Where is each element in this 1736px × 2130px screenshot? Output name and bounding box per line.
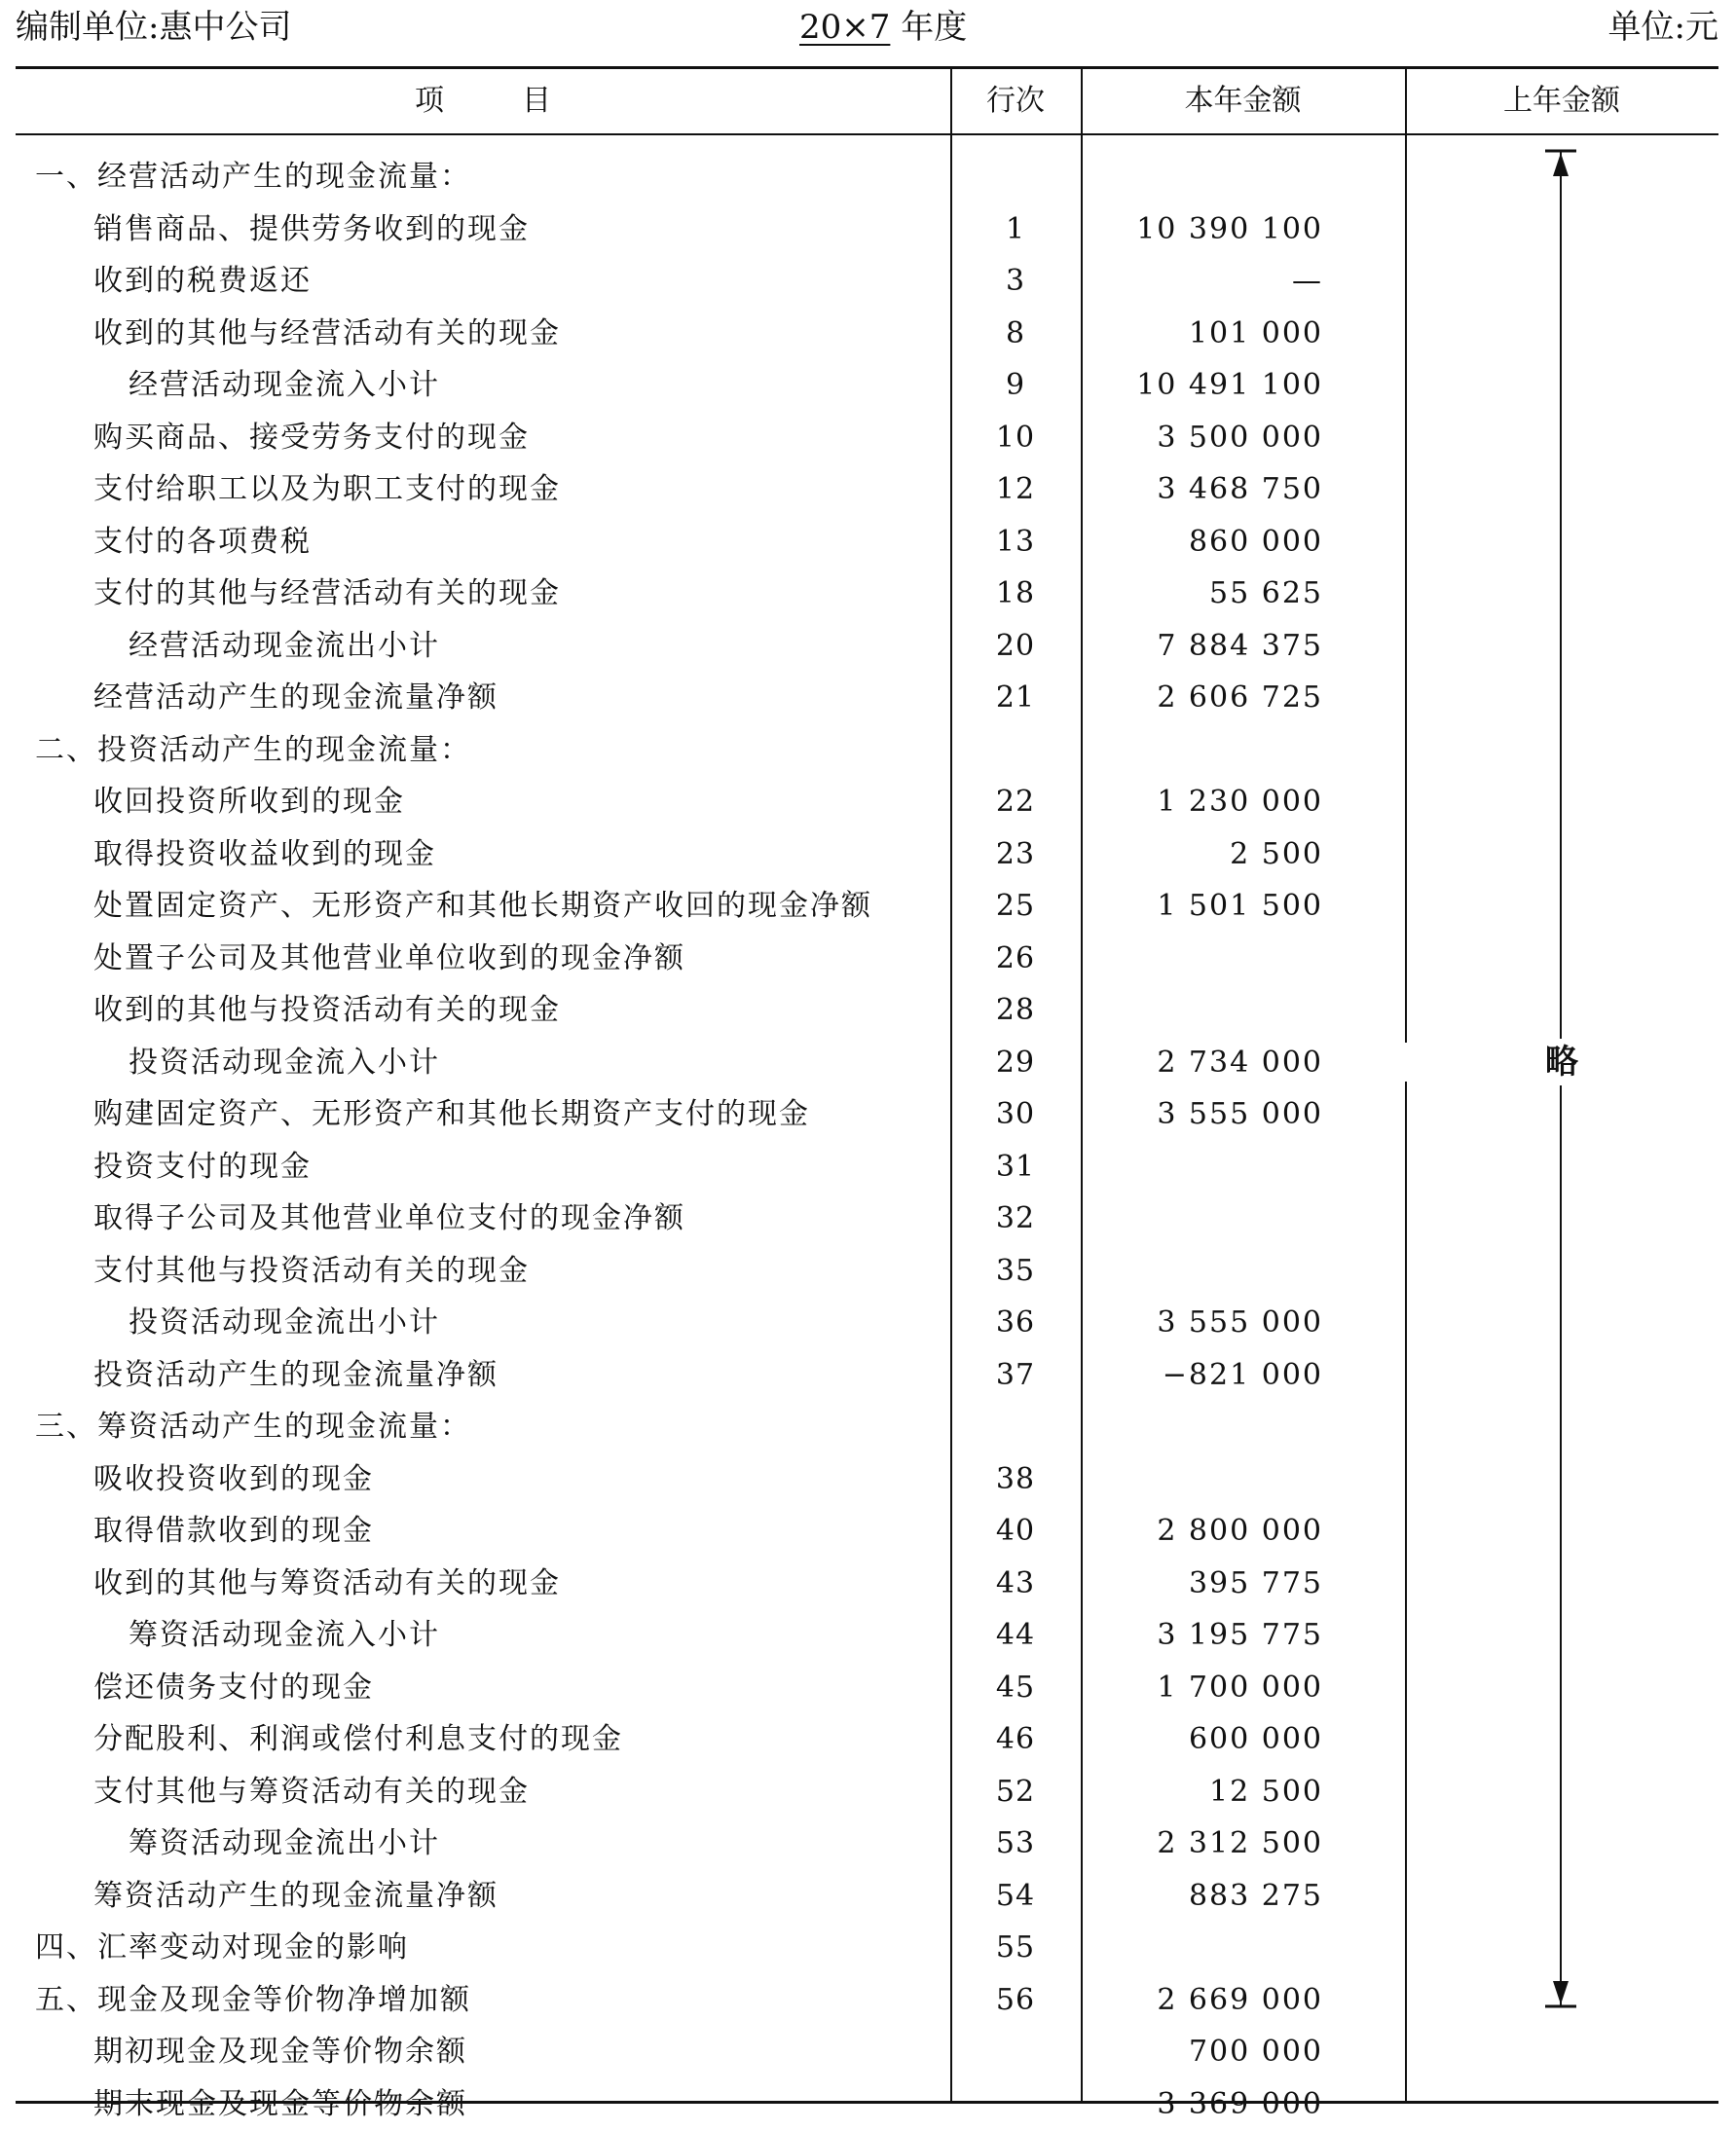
row-line-no: 45 (950, 1662, 1081, 1714)
row-line-no: 1 (950, 203, 1081, 256)
row-current-amount: 3 468 750 (1157, 463, 1323, 516)
fiscal-year-number: 20×7 (799, 8, 890, 47)
row-line-no: 46 (950, 1713, 1081, 1766)
row-line-no: 22 (950, 776, 1081, 828)
row-item: 分配股利、利润或偿付利息支付的现金 (93, 1713, 623, 1766)
row-current-amount: 700 000 (1189, 2026, 1323, 2078)
row-current-amount: 3 195 775 (1157, 1609, 1323, 1662)
cash-flow-table (16, 66, 1718, 2104)
row-item: 筹资活动产生的现金流量净额 (93, 1870, 499, 1923)
row-item: 三、筹资活动产生的现金流量： (35, 1401, 471, 1453)
row-line-no: 9 (950, 359, 1081, 412)
row-current-amount: 1 501 500 (1157, 880, 1323, 933)
row-item: 取得投资收益收到的现金 (93, 828, 436, 881)
row-item: 投资活动现金流出小计 (129, 1297, 440, 1349)
row-current-amount: 7 884 375 (1157, 620, 1323, 673)
row-item: 购买商品、接受劳务支付的现金 (93, 412, 530, 464)
row-line-no: 36 (950, 1297, 1081, 1349)
row-item: 筹资活动现金流入小计 (129, 1609, 440, 1662)
row-item: 筹资活动现金流出小计 (129, 1818, 440, 1870)
row-item: 收到的其他与经营活动有关的现金 (93, 308, 561, 360)
row-current-amount: 2 800 000 (1157, 1505, 1323, 1558)
row-current-amount: 3 500 000 (1157, 412, 1323, 464)
row-item: 四、汇率变动对现金的影响 (35, 1922, 409, 1974)
row-line-no: 8 (950, 308, 1081, 360)
row-current-amount: 883 275 (1189, 1870, 1323, 1923)
row-item: 投资支付的现金 (93, 1141, 312, 1194)
row-line-no: 40 (950, 1505, 1081, 1558)
header-item (16, 69, 950, 133)
row-item: 处置固定资产、无形资产和其他长期资产收回的现金净额 (93, 880, 872, 933)
row-current-amount: 10 491 100 (1136, 359, 1323, 412)
omitted-label (1405, 1043, 1718, 1082)
row-item: 取得借款收到的现金 (93, 1505, 374, 1558)
row-current-amount: 101 000 (1189, 308, 1323, 360)
header-current-year: 本年金额 (1081, 69, 1405, 133)
row-item: 一、经营活动产生的现金流量： (35, 151, 471, 203)
row-line-no: 56 (950, 1974, 1081, 2027)
row-line-no: 26 (950, 933, 1081, 985)
row-item: 支付其他与筹资活动有关的现金 (93, 1766, 530, 1818)
row-line-no: 13 (950, 516, 1081, 569)
row-current-amount: 55 625 (1209, 568, 1323, 620)
row-line-no: 52 (950, 1766, 1081, 1818)
row-item: 五、现金及现金等价物净增加额 (35, 1974, 471, 2027)
row-current-amount: 1 230 000 (1157, 776, 1323, 828)
row-current-amount: 3 555 000 (1157, 1088, 1323, 1141)
row-current-amount: 10 390 100 (1136, 203, 1323, 256)
row-item: 吸收投资收到的现金 (93, 1453, 374, 1506)
row-line-no: 55 (950, 1922, 1081, 1974)
row-line-no: 12 (950, 463, 1081, 516)
report-header (16, 0, 1718, 55)
row-line-no: 44 (950, 1609, 1081, 1662)
row-item: 经营活动现金流入小计 (129, 359, 440, 412)
row-item: 购建固定资产、无形资产和其他长期资产支付的现金 (93, 1088, 810, 1141)
row-current-amount: 3 555 000 (1157, 1297, 1323, 1349)
row-item: 收到的其他与投资活动有关的现金 (93, 984, 561, 1037)
row-current-amount: 2 669 000 (1157, 1974, 1323, 2027)
omitted-label-text: 略 (1545, 1039, 1578, 1085)
fiscal-year (799, 0, 967, 55)
row-item: 偿还债务支付的现金 (93, 1662, 374, 1714)
currency-unit: 单位:元 (1608, 0, 1718, 55)
row-item: 经营活动现金流出小计 (129, 620, 440, 673)
row-current-amount: 2 312 500 (1157, 1818, 1323, 1870)
row-current-amount: 2 734 000 (1157, 1037, 1323, 1089)
row-item: 销售商品、提供劳务收到的现金 (93, 203, 530, 256)
row-item: 处置子公司及其他营业单位收到的现金净额 (93, 933, 685, 985)
header-item-label-b: 目 (522, 84, 551, 118)
row-line-no: 3 (950, 255, 1081, 308)
row-current-amount: 12 500 (1209, 1766, 1323, 1818)
row-line-no: 54 (950, 1870, 1081, 1923)
row-line-no: 32 (950, 1193, 1081, 1245)
row-current-amount: −821 000 (1163, 1349, 1323, 1402)
omitted-range-arrow (1405, 69, 1718, 2107)
row-current-amount: — (1292, 255, 1323, 308)
row-line-no: 20 (950, 620, 1081, 673)
header-item-label-a: 项 (415, 84, 444, 118)
row-item: 支付其他与投资活动有关的现金 (93, 1245, 530, 1298)
preparer-unit: 编制单位:惠中公司 (16, 0, 291, 55)
row-line-no: 30 (950, 1088, 1081, 1141)
fiscal-year-suffix: 年度 (890, 8, 967, 47)
row-item: 支付的各项费税 (93, 516, 312, 569)
row-line-no: 25 (950, 880, 1081, 933)
row-item: 收回投资所收到的现金 (93, 776, 405, 828)
row-item: 收到的税费返还 (93, 255, 312, 308)
row-line-no: 38 (950, 1453, 1081, 1506)
previous-year-omitted (1405, 69, 1718, 2101)
header-previous-year: 上年金额 (1405, 69, 1718, 133)
row-item: 投资活动现金流入小计 (129, 1037, 440, 1089)
row-item: 期末现金及现金等价物余额 (93, 2078, 467, 2130)
row-line-no: 35 (950, 1245, 1081, 1298)
row-line-no: 29 (950, 1037, 1081, 1089)
row-current-amount: 2 606 725 (1157, 672, 1323, 724)
row-line-no: 37 (950, 1349, 1081, 1402)
row-line-no: 18 (950, 568, 1081, 620)
row-item: 投资活动产生的现金流量净额 (93, 1349, 499, 1402)
row-line-no: 53 (950, 1818, 1081, 1870)
row-current-amount: 2 500 (1230, 828, 1323, 881)
header-line-no: 行次 (950, 69, 1081, 133)
row-line-no: 21 (950, 672, 1081, 724)
row-line-no: 23 (950, 828, 1081, 881)
row-current-amount: 860 000 (1189, 516, 1323, 569)
row-item: 经营活动产生的现金流量净额 (93, 672, 499, 724)
row-item: 支付给职工以及为职工支付的现金 (93, 463, 561, 516)
row-current-amount: 395 775 (1189, 1558, 1323, 1610)
row-item: 取得子公司及其他营业单位支付的现金净额 (93, 1193, 685, 1245)
row-current-amount: 1 700 000 (1157, 1662, 1323, 1714)
row-item: 支付的其他与经营活动有关的现金 (93, 568, 561, 620)
row-current-amount: 600 000 (1189, 1713, 1323, 1766)
row-line-no: 10 (950, 412, 1081, 464)
row-item: 收到的其他与筹资活动有关的现金 (93, 1558, 561, 1610)
row-item: 期初现金及现金等价物余额 (93, 2026, 467, 2078)
row-line-no: 43 (950, 1558, 1081, 1610)
row-current-amount: 3 369 000 (1157, 2078, 1323, 2130)
row-item: 二、投资活动产生的现金流量： (35, 724, 471, 777)
row-line-no: 28 (950, 984, 1081, 1037)
row-line-no: 31 (950, 1141, 1081, 1194)
